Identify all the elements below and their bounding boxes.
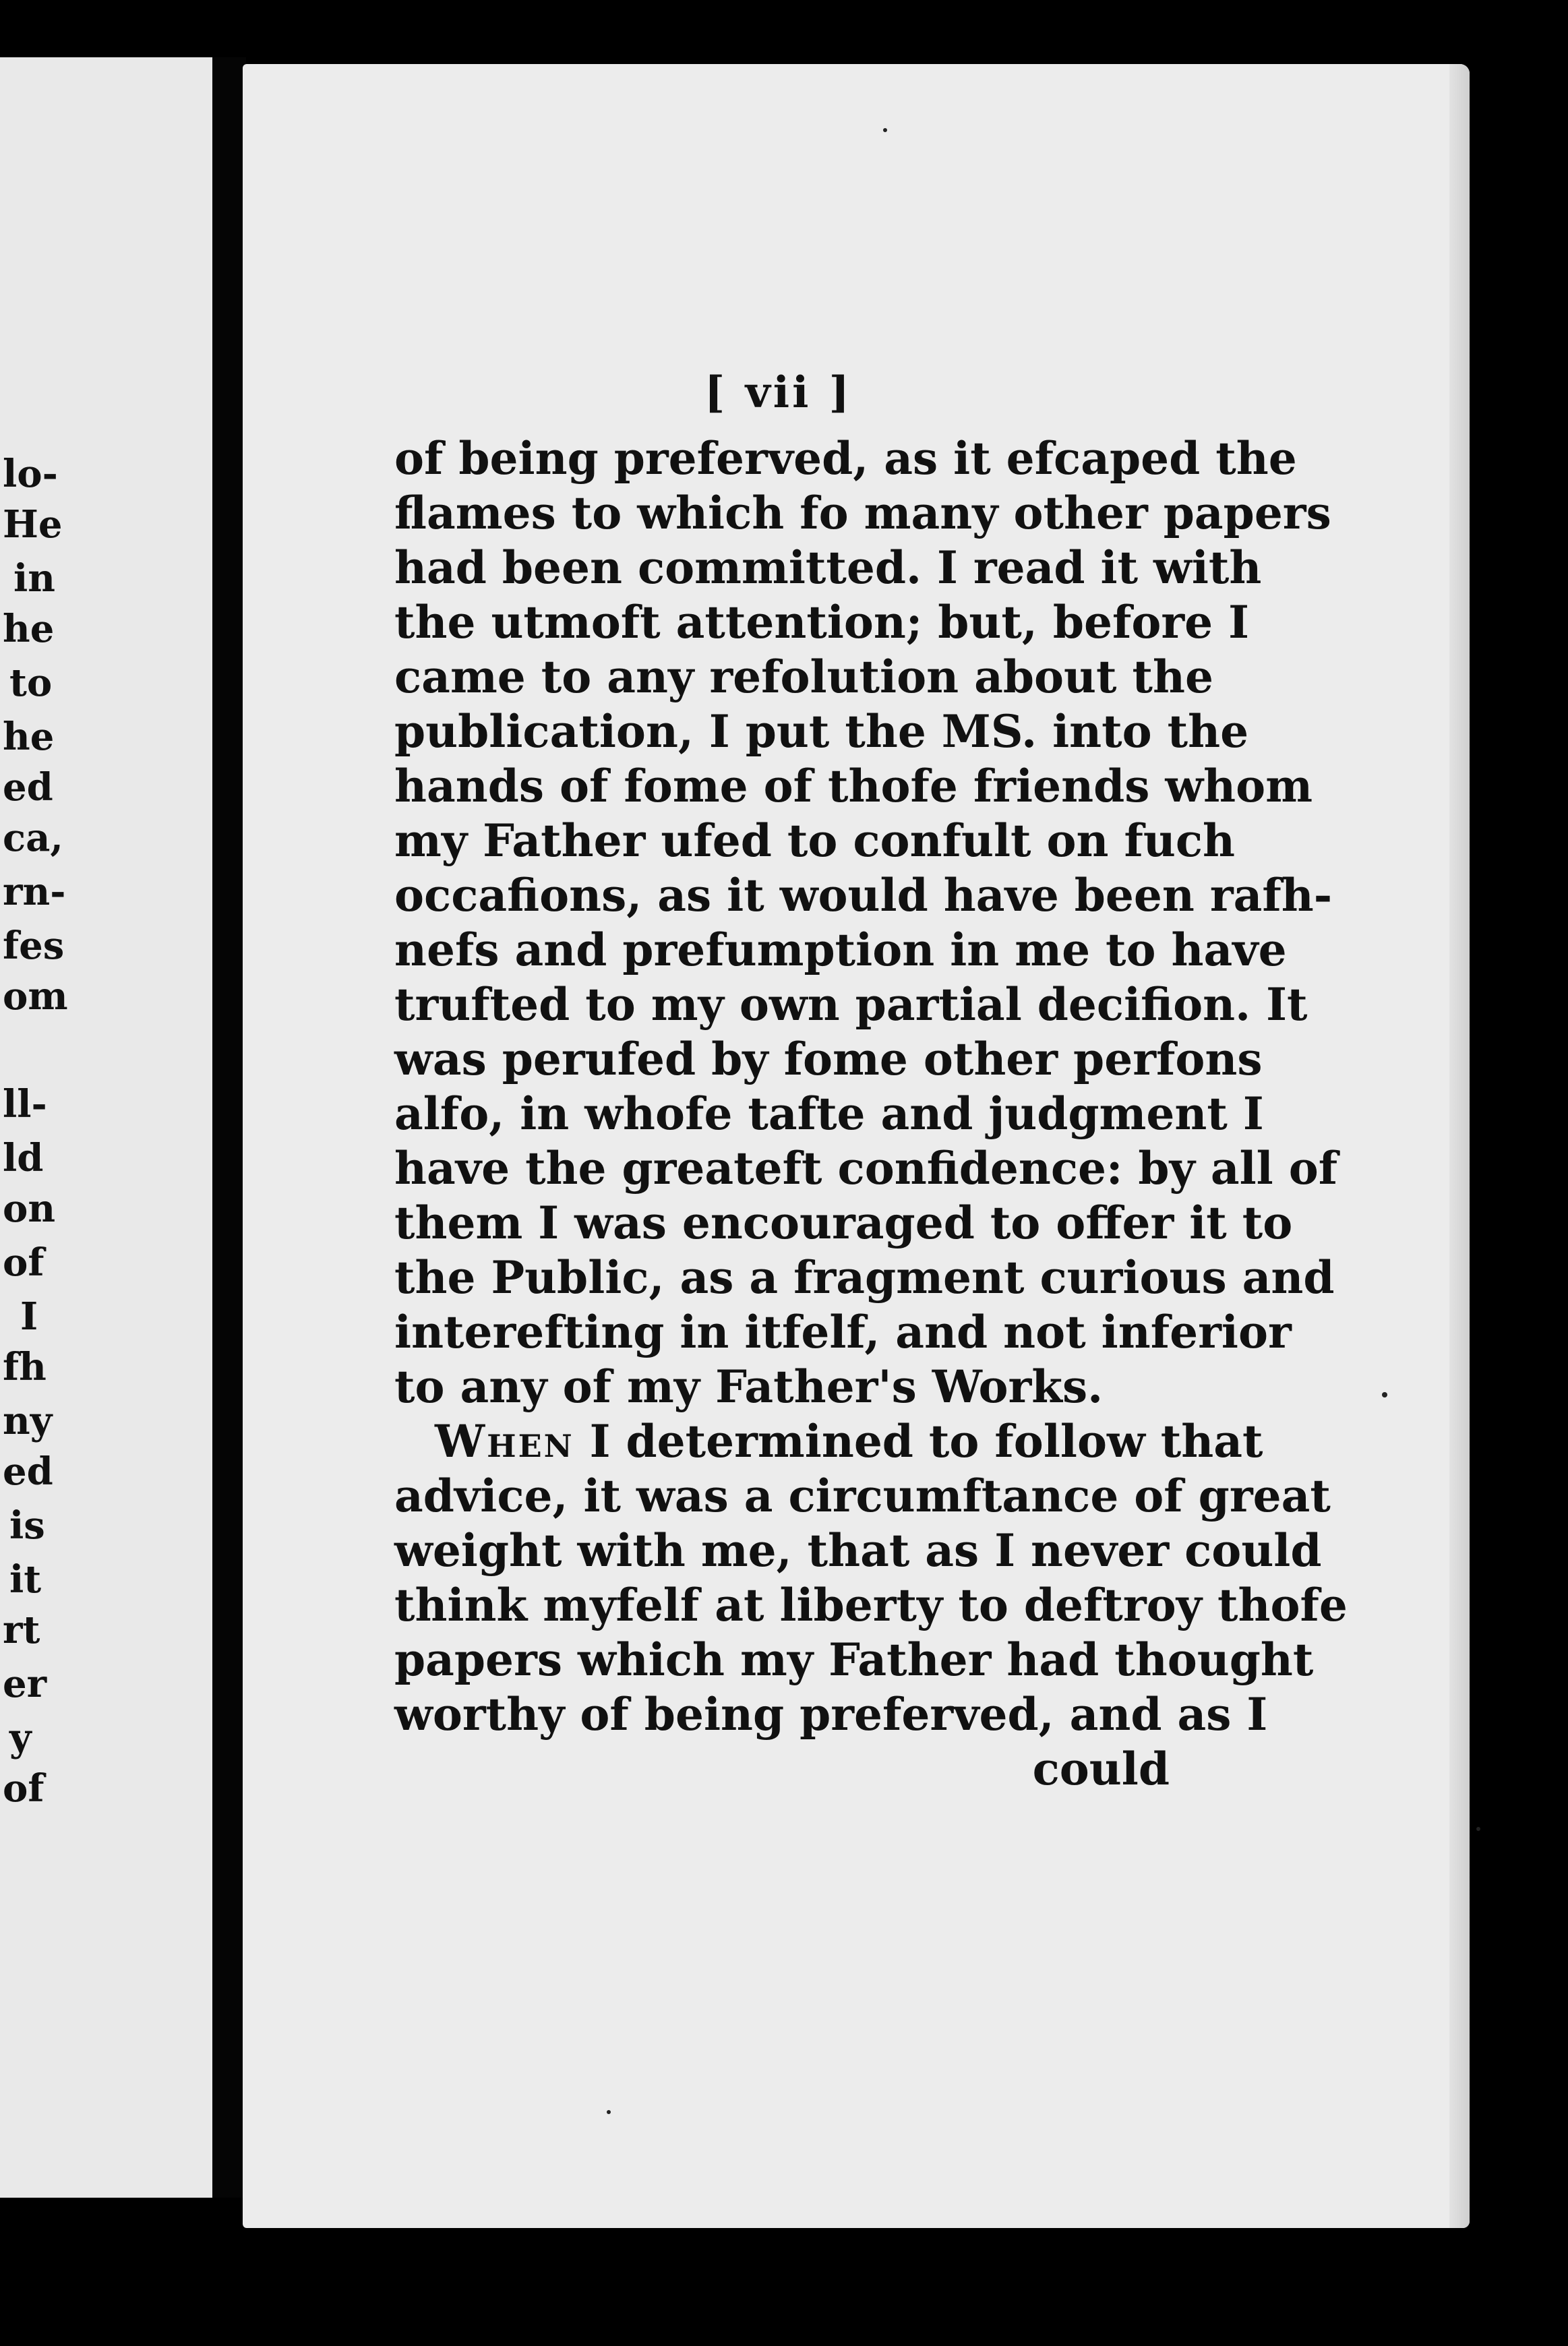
page-body [394,431,1348,1797]
text-line: flames to which fo many other papers [394,487,1331,539]
facing-page-fragment: of [3,1240,44,1285]
text-line: my Father ufed to confult on fuch [394,814,1236,867]
facing-page-fragment: is [9,1503,45,1548]
text-line: the utmoft attention; but, before I [394,596,1249,649]
facing-page-fragment: ll- [3,1082,47,1126]
paragraph-opening-line [394,1414,1263,1469]
facing-page-fragment: he [3,715,55,759]
facing-page-fragment: lo- [3,452,58,496]
facing-page-fragment: rn- [3,870,66,914]
facing-page-fragment: he [3,607,55,651]
text-line: have the greateft confidence: by all of [394,1142,1338,1195]
text-line: trufted to my own partial decifion. It [394,978,1308,1031]
text-line: to any of my Father's Works. [394,1360,1104,1413]
text-line: alfo, in whofe tafte and judgment I [394,1087,1264,1140]
facing-page-fragment: ca, [3,816,63,860]
facing-page-fragment: rt [3,1608,40,1652]
paper-speck [1382,1392,1387,1397]
text-line: them I was encouraged to offer it to [394,1197,1293,1249]
text-line: publication, I put the MS. into the [394,705,1249,758]
facing-page-fragment: on [3,1186,56,1231]
facing-page [0,57,214,2198]
facing-page-fragment: in [13,556,55,601]
facing-page-fragment: ed [3,1449,53,1494]
facing-page-fragment: ld [3,1136,44,1180]
facing-page-fragment: to [9,661,53,705]
text-line: think myfelf at liberty to deftroy thofe [394,1579,1348,1631]
paper-speck [607,2110,611,2114]
paragraph-opening-rest: I determined to follow that [574,1415,1263,1468]
text-line: the Public, as a fragment curious and [394,1251,1335,1304]
text-line: advice, it was a circumftance of great [394,1470,1331,1522]
text-line: nefs and prefumption in me to have [394,924,1287,976]
paragraph-opening-word: When [435,1415,574,1468]
facing-page-fragment: ed [3,765,53,810]
page-number: [ vii ] [704,367,852,418]
text-line: weight with me, that as I never could [394,1524,1322,1577]
text-line: occafions, as it would have been rafh- [394,869,1333,922]
text-line: of being preferved, as it efcaped the [394,432,1297,485]
text-line: worthy of being preferved, and as I [394,1688,1268,1741]
facing-page-fragment: fes [3,924,65,968]
facing-page-fragment: om [3,974,68,1019]
text-line: came to any refolution about the [394,651,1213,703]
text-line: hands of fome of thofe friends whom [394,760,1313,812]
text-line: had been committed. I read it with [394,541,1262,594]
book-gutter [212,57,246,2198]
text-line: interefting in itfelf, and not inferior [394,1306,1292,1358]
facing-page-fragment: of [3,1766,44,1811]
facing-page-fragment: it [9,1557,42,1602]
text-line: papers which my Father had thought [394,1633,1314,1686]
catchword: could [1032,1743,1170,1795]
paper-speck [1476,1827,1480,1831]
facing-page-fragment: y [9,1716,32,1760]
facing-page-fragment: ny [3,1399,53,1443]
facing-page-fragment: fh [3,1345,47,1389]
facing-page-fragment: I [20,1294,38,1339]
text-line: was perufed by fome other perfons [394,1033,1263,1085]
paper-speck [883,128,887,132]
facing-page-fragment: He [3,502,63,547]
facing-page-fragment: er [3,1662,47,1706]
